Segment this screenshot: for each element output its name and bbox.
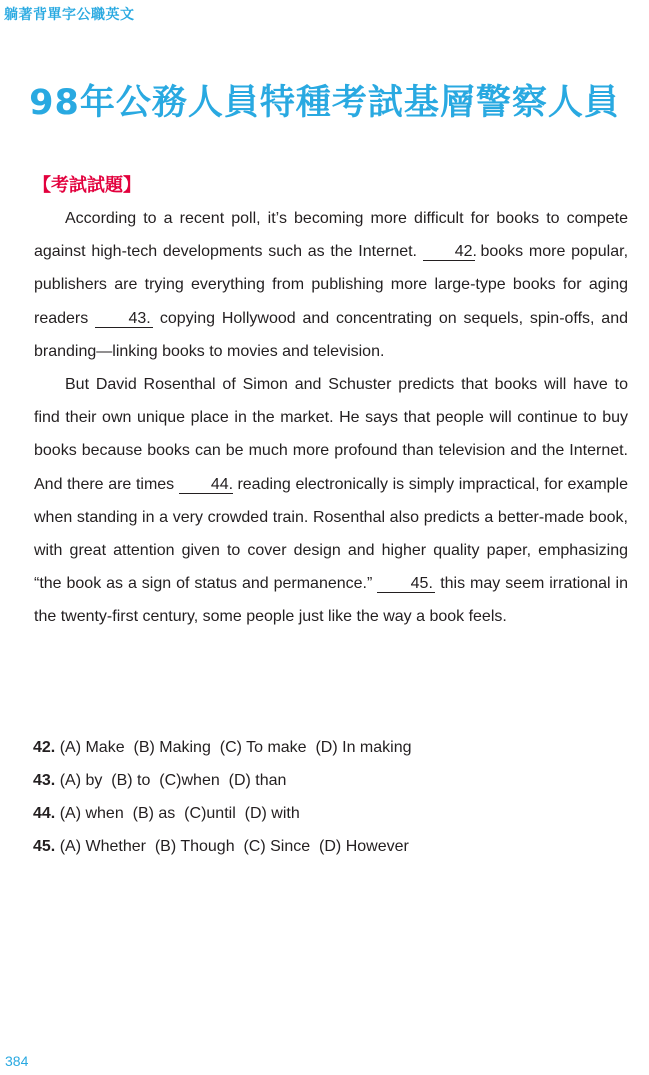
question-number: 45.: [33, 838, 56, 855]
blank-44: 44.: [179, 476, 233, 494]
passage-text: books more popular, publishers are trying everything from publishing more large-type books for aging readers: [34, 243, 629, 327]
question-options: (A) Make (B) Making (C) To make (D) In making: [59, 739, 412, 756]
question-number: 43.: [33, 772, 56, 789]
question-options: (A) Whether (B) Though (C) Since (D) However: [59, 838, 409, 855]
page-title: 98年公務人員特種考試基層警察人員: [29, 83, 620, 123]
question-item: [33, 797, 411, 830]
section-heading: 【考試試題】: [33, 175, 141, 196]
book-header-label: 躺著背單字公職英文: [4, 7, 135, 23]
passage-text: this may seem irrational in the twenty-first century, some people just like the way a book feels.: [34, 575, 628, 626]
blank-42: 42.: [423, 243, 475, 261]
passage-paragraph-2: [34, 368, 628, 634]
question-list: [33, 731, 411, 863]
passage-text: copying Hollywood and concentrating on sequels, spin-offs, and branding—linking books to movies and television.: [34, 309, 628, 360]
question-number: 42.: [33, 739, 56, 756]
question-number: 44.: [33, 805, 56, 822]
blank-43: 43.: [95, 310, 153, 328]
passage-text: But David Rosenthal of Simon and Schuster predicts that books will have to find their own unique place in the market. He says that people will continue to buy books because books can be much more profound than television and the Internet. And there are times: [34, 376, 628, 493]
question-item: [33, 731, 411, 764]
question-item: [33, 830, 411, 863]
passage-paragraph-1: [34, 202, 628, 368]
passage-text: According to a recent poll, it’s becoming more difficult for books to compete against high-tech developments such as the Internet.: [34, 210, 628, 261]
question-options: (A) when (B) as (C)until (D) with: [59, 805, 300, 822]
blank-45: 45.: [377, 575, 435, 593]
question-options: (A) by (B) to (C)when (D) than: [59, 772, 287, 789]
passage: [34, 202, 628, 634]
page-number: 384: [5, 1053, 29, 1069]
passage-text: reading electronically is simply impractical, for example when standing in a very crowded train. Rosenthal also predicts a better-made book, with great attention given to cover design and higher quality paper, emphasizing “the book as a sign of status and permanence.”: [34, 475, 629, 593]
question-item: [33, 764, 411, 797]
